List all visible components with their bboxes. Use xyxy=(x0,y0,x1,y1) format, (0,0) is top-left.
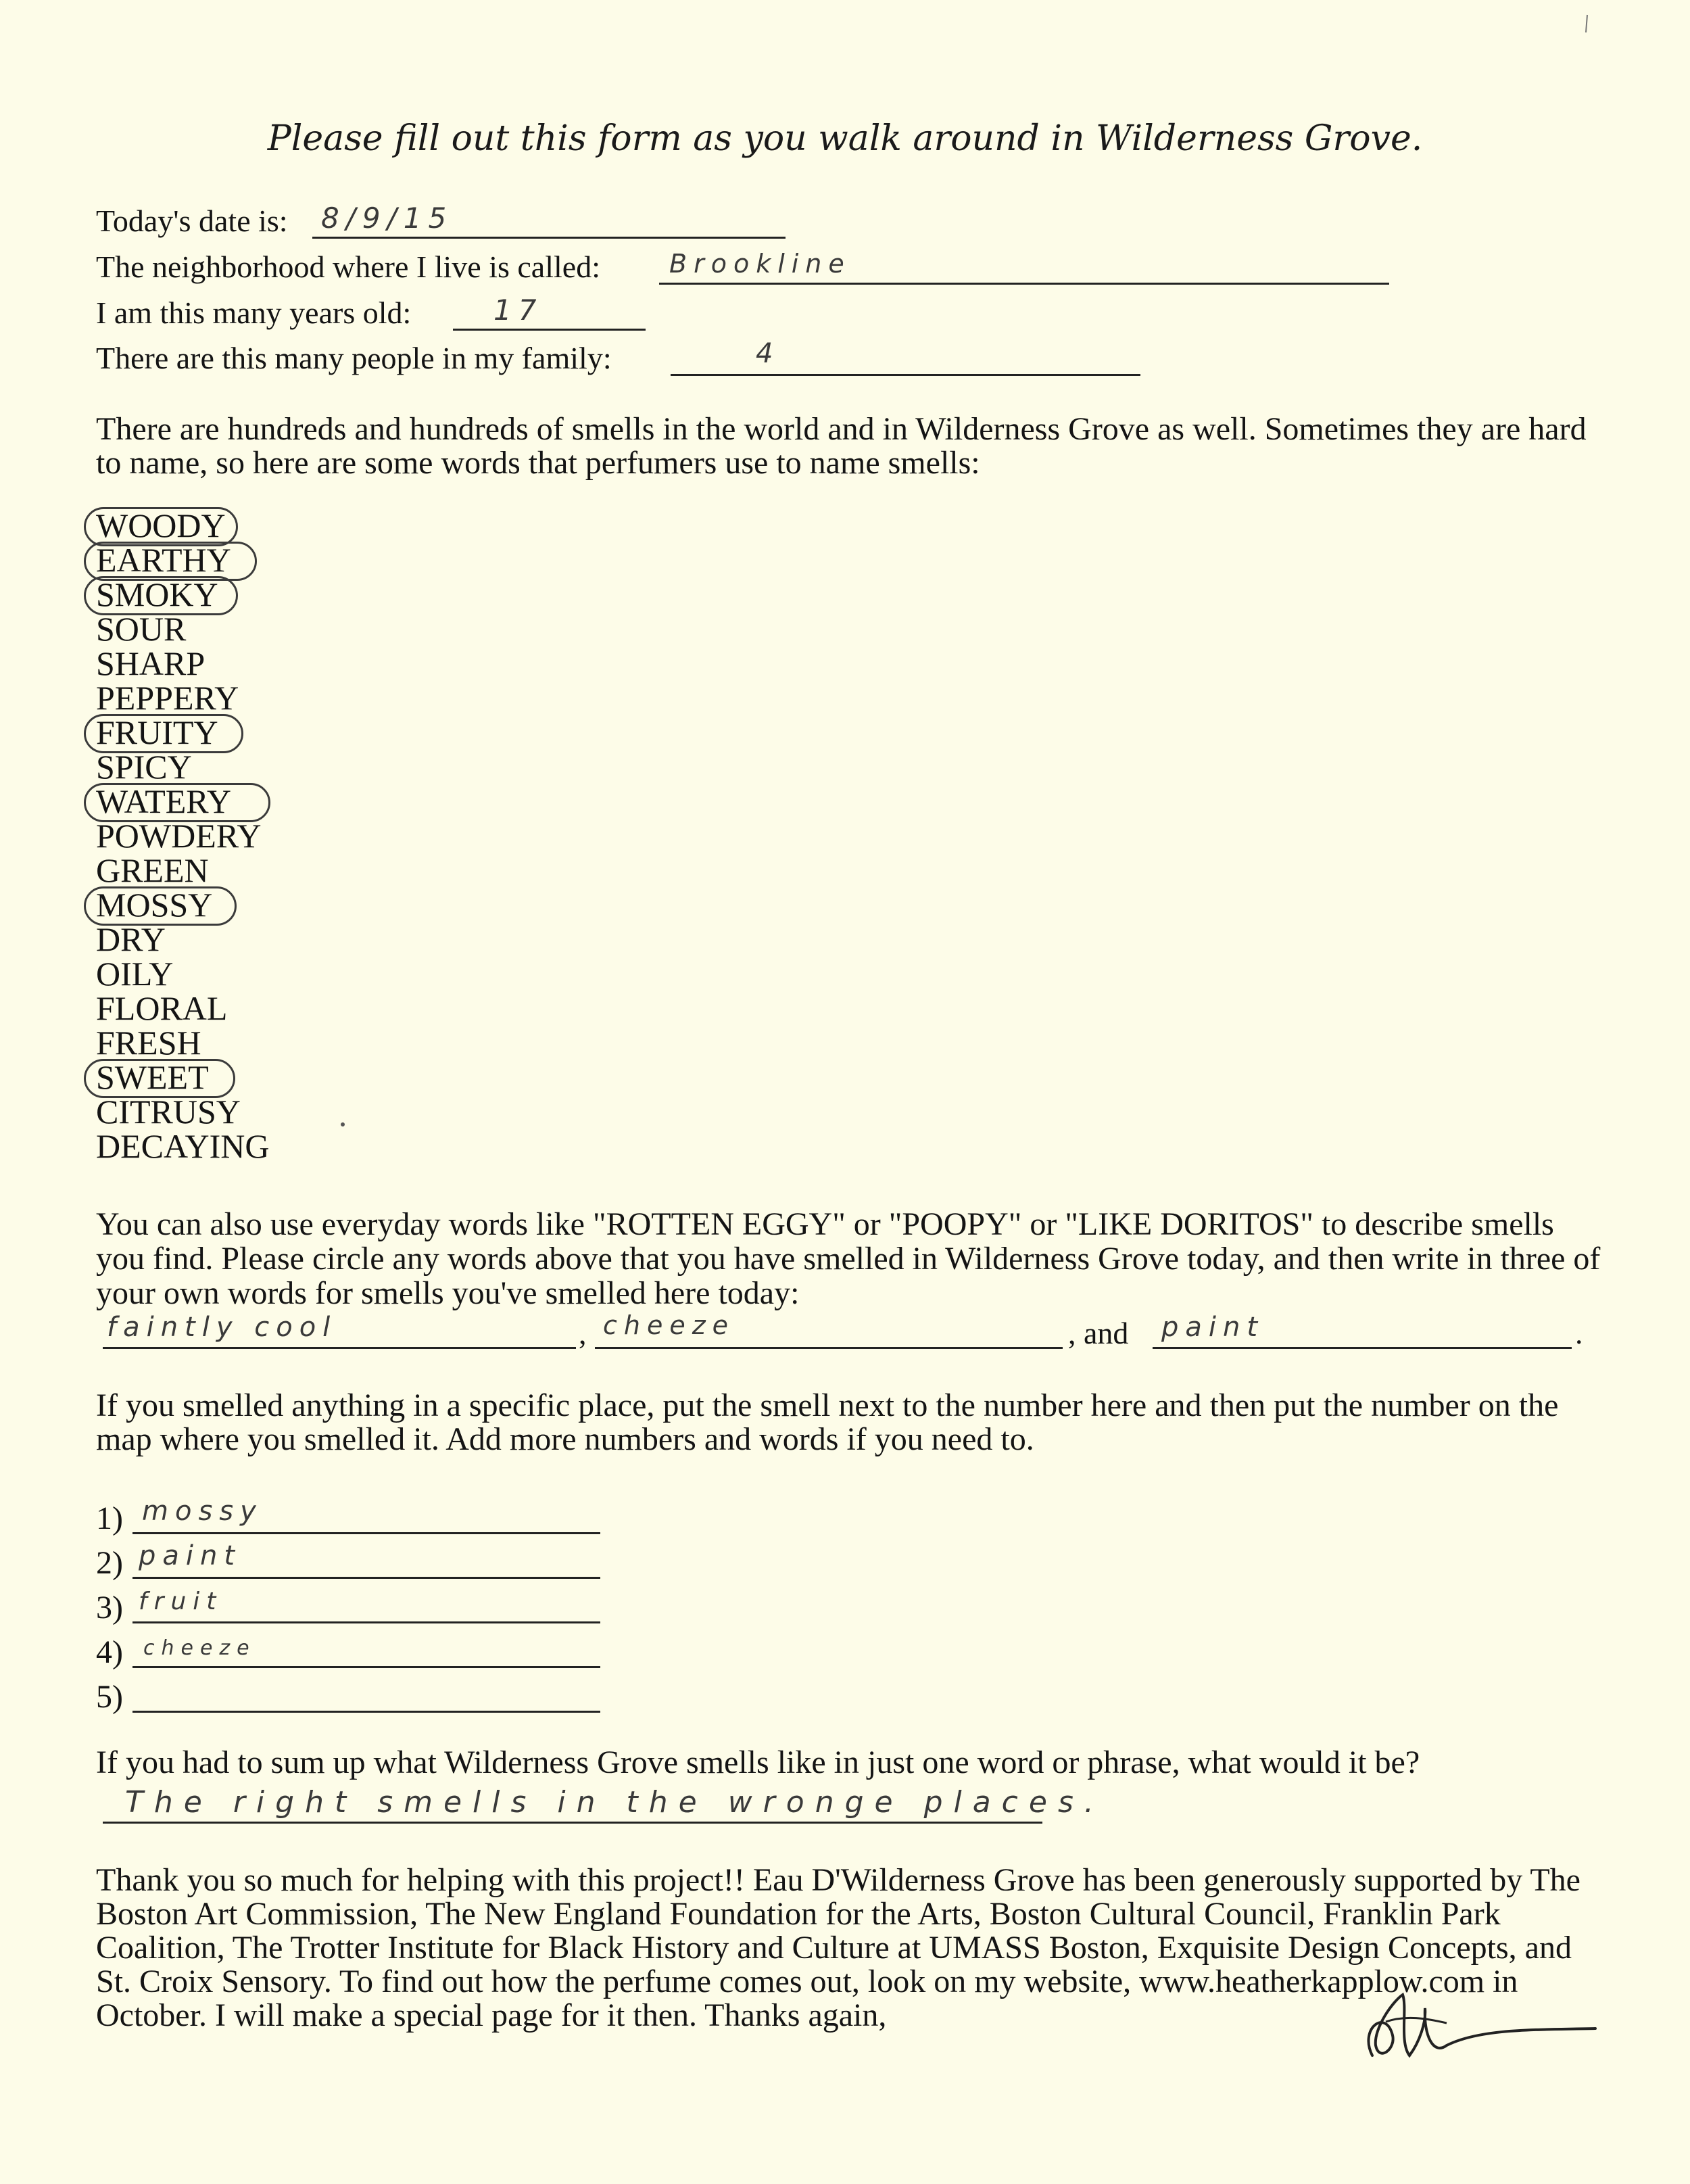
thanks-paragraph: Thank you so much for helping with this project!! Eau D'Wilderness Grove has been generously supported by The Boston Art Commission, The New England Foundation for the Arts, Boston Cultural Council, Franklin Park Coalition, The Trotter Institute for Black History and Culture at UMASS Boston, Exquisite Design Concepts, and St. Croix Sensory. To find out how the perfume comes out, look on my website, www.heatherkapplow.com in October. I will make a special page for it then. Thanks again, xyxy=(96,1862,1580,2033)
stray-mark-icon xyxy=(1580,14,1594,34)
numbered-item-4-value[interactable]: cheeze xyxy=(143,1636,256,1660)
numbered-item-1-underline xyxy=(132,1532,600,1534)
numbered-item-2-value[interactable]: paint xyxy=(139,1540,242,1571)
smell-word-mossy[interactable] xyxy=(96,888,270,922)
smell-word-label: PEPPERY xyxy=(96,679,239,717)
family-value[interactable]: 4 xyxy=(756,338,780,369)
numbered-item-4-underline xyxy=(132,1666,600,1668)
smell-word-green[interactable] xyxy=(96,853,270,888)
stray-dot xyxy=(341,1122,345,1126)
own-word-2[interactable]: cheeze xyxy=(603,1310,735,1340)
smell-word-smoky[interactable] xyxy=(96,577,270,612)
smell-word-label: WOODY xyxy=(96,506,226,544)
smell-word-label: SMOKY xyxy=(96,575,218,613)
smell-word-label: POWDERY xyxy=(96,817,262,855)
age-row xyxy=(96,295,411,331)
smell-word-label: SHARP xyxy=(96,644,206,682)
smell-word-citrusy[interactable] xyxy=(96,1095,270,1129)
sum-up-question: If you had to sum up what Wilderness Grove smells like in just one word or phrase, what would it be? xyxy=(96,1744,1420,1780)
smell-word-label: FRESH xyxy=(96,1024,201,1062)
neighborhood-row xyxy=(96,249,600,285)
neighborhood-value[interactable]: Brookline xyxy=(669,249,851,279)
numbered-item-1-number: 1) xyxy=(96,1500,123,1536)
smell-word-decaying[interactable] xyxy=(96,1129,270,1164)
smell-word-label: OILY xyxy=(96,955,174,993)
smell-word-dry[interactable] xyxy=(96,922,270,957)
own-words-end: . xyxy=(1575,1316,1583,1350)
smell-word-label: SWEET xyxy=(96,1058,209,1096)
smell-word-sour[interactable] xyxy=(96,612,270,646)
smell-word-label: DECAYING xyxy=(96,1127,270,1165)
numbered-item-5-underline xyxy=(132,1711,600,1713)
form-title: Please fill out this form as you walk around in Wilderness Grove. xyxy=(267,118,1423,159)
family-row xyxy=(96,340,612,376)
sum-up-answer[interactable]: The right smells in the wronge places. xyxy=(125,1785,1105,1820)
smell-word-powdery[interactable] xyxy=(96,819,270,853)
smell-word-label: EARTHY xyxy=(96,541,231,579)
own-words-sep-1: , xyxy=(579,1316,587,1350)
specific-place-paragraph: If you smelled anything in a specific place, put the smell next to the number here and then put the number on the map where you smelled it. Add more numbers and words if you need to. xyxy=(96,1387,1559,1457)
family-label: There are this many people in my family: xyxy=(96,341,612,375)
smell-word-label: FRUITY xyxy=(96,713,218,751)
smell-word-label: WATERY xyxy=(96,782,231,820)
smell-word-sharp[interactable] xyxy=(96,646,270,681)
age-underline xyxy=(453,329,646,331)
smell-word-label: CITRUSY xyxy=(96,1093,241,1131)
smell-word-watery[interactable] xyxy=(96,784,270,819)
smell-word-floral[interactable] xyxy=(96,991,270,1026)
everyday-paragraph: You can also use everyday words like "ROTTEN EGGY" or "POOPY" or "LIKE DORITOS" to describe smells you find. Please circle any words above that you have smelled in Wilderness Grove today, and then write in three of your own words for smells you've smelled here today: xyxy=(96,1206,1601,1311)
numbered-item-4-number: 4) xyxy=(96,1634,123,1670)
date-row xyxy=(96,203,288,239)
own-words-sep-2: , and xyxy=(1068,1316,1129,1350)
own-word-3[interactable]: paint xyxy=(1161,1312,1265,1343)
own-word-3-underline xyxy=(1153,1347,1572,1349)
date-label: Today's date is: xyxy=(96,204,288,238)
smell-word-label: MOSSY xyxy=(96,886,213,924)
own-word-1[interactable]: faintly cool xyxy=(107,1312,337,1343)
smell-word-label: DRY xyxy=(96,920,166,958)
smell-word-label: SOUR xyxy=(96,610,187,648)
family-underline xyxy=(671,374,1140,376)
smell-word-label: FLORAL xyxy=(96,989,228,1027)
own-word-1-underline xyxy=(103,1347,576,1349)
intro-paragraph: There are hundreds and hundreds of smells in the world and in Wilderness Grove as well. Sometimes they are hard to name, so here are some words that perfumers use to name smells: xyxy=(96,411,1587,481)
numbered-item-3-number: 3) xyxy=(96,1590,123,1625)
date-underline xyxy=(312,237,786,239)
smell-word-fresh[interactable] xyxy=(96,1026,270,1060)
numbered-item-3-underline xyxy=(132,1621,600,1623)
smell-word-list xyxy=(96,508,270,1164)
numbered-item-5-number: 5) xyxy=(96,1679,123,1715)
numbered-item-1-value[interactable]: mossy xyxy=(142,1496,263,1527)
numbered-item-2-number: 2) xyxy=(96,1545,123,1581)
sum-up-underline xyxy=(103,1822,1042,1824)
smell-word-peppery[interactable] xyxy=(96,681,270,715)
smell-word-earthy[interactable] xyxy=(96,543,270,577)
numbered-item-2-underline xyxy=(132,1577,600,1579)
smell-word-oily[interactable] xyxy=(96,957,270,991)
smell-word-fruity[interactable] xyxy=(96,715,270,750)
smell-word-label: GREEN xyxy=(96,851,209,889)
numbered-item-3-value[interactable]: fruit xyxy=(139,1588,223,1615)
smell-word-sweet[interactable] xyxy=(96,1060,270,1095)
smell-word-label: SPICY xyxy=(96,748,192,786)
neighborhood-label: The neighborhood where I live is called: xyxy=(96,250,600,284)
signature-icon xyxy=(1345,1981,1602,2076)
smell-word-woody[interactable] xyxy=(96,508,270,543)
age-label: I am this many years old: xyxy=(96,295,412,330)
smell-word-spicy[interactable] xyxy=(96,750,270,784)
age-value[interactable]: 17 xyxy=(493,293,544,327)
neighborhood-underline xyxy=(659,283,1389,285)
own-word-2-underline xyxy=(595,1347,1063,1349)
date-value[interactable]: 8/9/15 xyxy=(321,201,454,235)
